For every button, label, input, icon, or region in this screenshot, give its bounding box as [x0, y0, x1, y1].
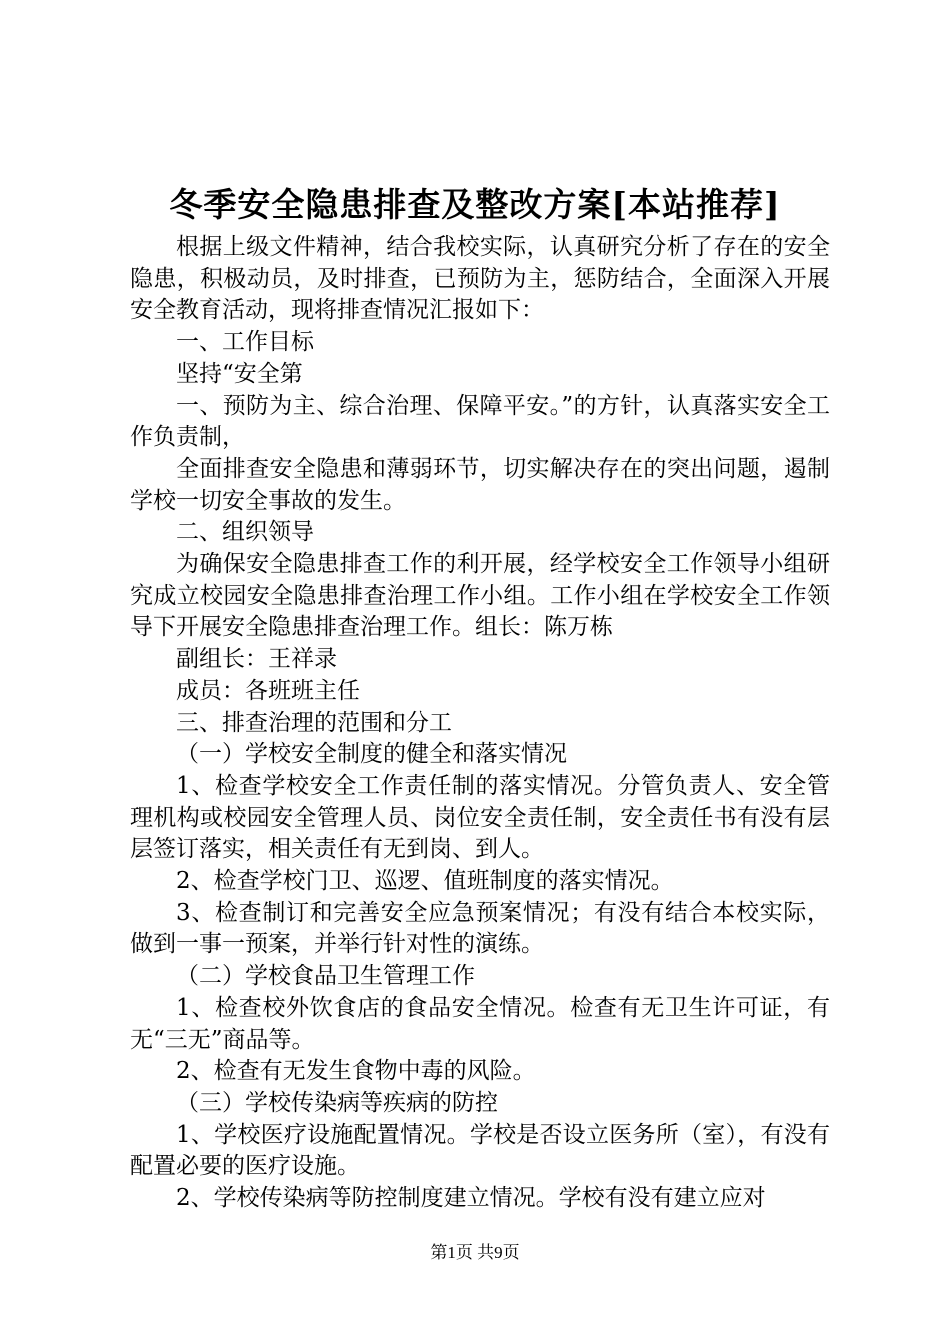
paragraph: 3、检查制订和完善安全应急预案情况；有没有结合本校实际，做到一事一预案，并举行针对性的演练。: [130, 899, 830, 958]
paragraph: 1、检查学校安全工作责任制的落实情况。分管负责人、安全管理机构或校园安全管理人员、岗位安全责任制，安全责任书有没有层层签订落实，相关责任有无到岗、到人。: [130, 772, 830, 863]
paragraph: 坚持“安全第: [176, 360, 303, 387]
paragraph: 2、检查有无发生食物中毒的风险。: [176, 1058, 536, 1085]
paragraph: 成员：各班班主任: [176, 677, 360, 704]
document-body: [130, 232, 830, 1215]
subsection-heading: （三）学校传染病等疾病的防控: [176, 1089, 498, 1116]
section-heading: 二、组织领导: [176, 519, 314, 546]
document-title: 冬季安全隐患排查及整改方案[本站推荐]: [169, 185, 781, 224]
paragraph: 根据上级文件精神，结合我校实际，认真研究分析了存在的安全隐患，积极动员，及时排查，已预防为主，惩防结合，全面深入开展安全教育活动，现将排查情况汇报如下：: [130, 234, 830, 324]
section-heading: 一、工作目标: [176, 329, 314, 356]
section-heading: 三、排查治理的范围和分工: [176, 709, 452, 736]
paragraph: 副组长：王祥录: [176, 646, 337, 673]
page-number-footer: 第1页 共9页: [430, 1243, 520, 1262]
paragraph: 全面排查安全隐患和薄弱环节，切实解决存在的突出问题，遏制学校一切安全事故的发生。: [130, 455, 830, 514]
paragraph: 1、学校医疗设施配置情况。学校是否设立医务所（室），有没有配置必要的医疗设施。: [130, 1121, 830, 1180]
paragraph: 2、检查学校门卫、巡逻、值班制度的落实情况。: [176, 868, 674, 895]
subsection-heading: （二）学校食品卫生管理工作: [176, 963, 475, 990]
paragraph: 1、检查校外饮食店的食品安全情况。检查有无卫生许可证，有无“三无”商品等。: [130, 994, 830, 1053]
paragraph: 一、预防为主、综合治理、保障平安。”的方针，认真落实安全工作负责制，: [130, 392, 830, 451]
paragraph: 2、学校传染病等防控制度建立情况。学校有没有建立应对: [176, 1185, 766, 1212]
subsection-heading: （一）学校安全制度的健全和落实情况: [176, 741, 567, 768]
paragraph: 为确保安全隐患排查工作的利开展，经学校安全工作领导小组研究成立校园安全隐患排查治理工作小组。工作小组在学校安全工作领导下开展安全隐患排查治理工作。组长：陈万栋: [130, 551, 830, 641]
